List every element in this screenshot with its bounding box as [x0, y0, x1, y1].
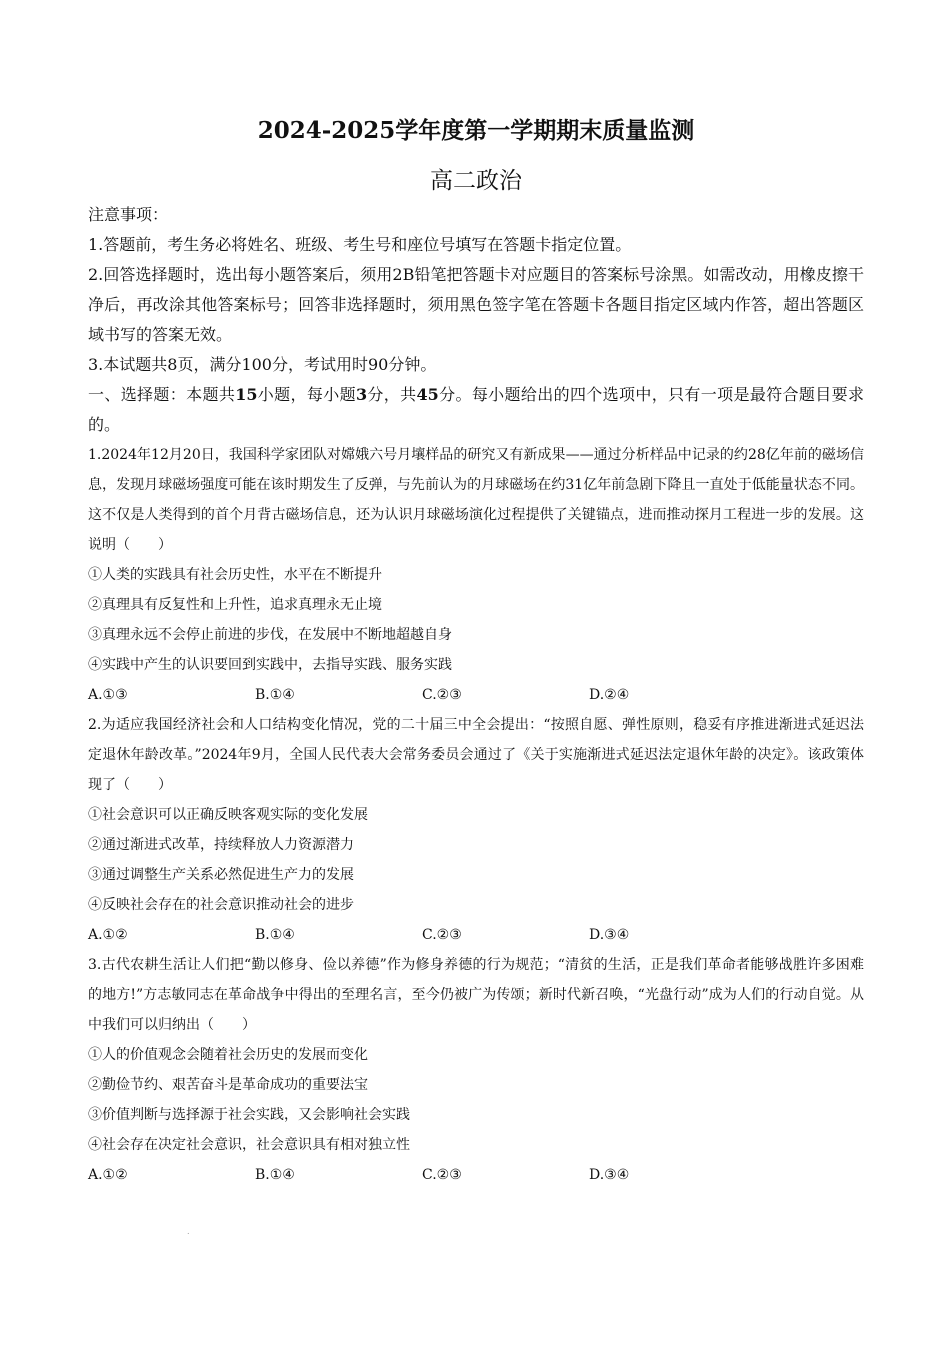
- question-stem: 2.为适应我国经济社会和人口结构变化情况，党的二十届三中全会提出：“按照自愿、弹性原则，稳妥有序推进渐进式延迟法定退休年龄改革。”2024年9月，全国人民代表大会常务委员会通过了《关于实施渐进式延迟法定退休年龄的决定》。该政策体现了（ ）: [88, 717, 864, 793]
- answer-choices: [88, 680, 864, 710]
- question-1: [88, 440, 864, 710]
- option-statement: ④反映社会存在的社会意识推动社会的进步: [88, 897, 354, 913]
- section-intro-text: 一、选择题：本题共: [88, 385, 236, 404]
- question-2: [88, 710, 864, 950]
- choice-d: D.③④: [589, 1167, 630, 1183]
- notice-item-1: 1.答题前，考生务必将姓名、班级、考生号和座位号填写在答题卡指定位置。: [88, 235, 632, 254]
- total-score: 45: [416, 385, 439, 404]
- choice-c: C.②③: [422, 687, 462, 703]
- section-intro: [88, 380, 864, 440]
- notice-heading: 注意事项：: [88, 205, 169, 224]
- scan-speck: .: [187, 1227, 190, 1236]
- section-intro-text: 小题，每小题: [257, 385, 356, 404]
- notice-item-2: 2.回答选择题时，选出每小题答案后，须用2B铅笔把答题卡对应题目的答案标号涂黑。如需改动，用橡皮擦干净后，再改涂其他答案标号；回答非选择题时，须用黑色签字笔在答题卡各题目指定区域内作答，超出答题区域书写的答案无效。: [88, 265, 864, 344]
- option-statement: ②真理具有反复性和上升性，追求真理永无止境: [88, 597, 382, 613]
- choice-a: A.①②: [88, 927, 128, 943]
- choice-a: A.①③: [88, 687, 128, 703]
- question-stem: 3.古代农耕生活让人们把“勤以修身、俭以养德”作为修身养德的行为规范；“清贫的生活，正是我们革命者能够战胜许多困难的地方!”方志敏同志在革命战争中得出的至理名言，至今仍被广为传颂；新时代新召唤，“光盘行动”成为人们的行动自觉。从中我们可以归纳出（ ）: [88, 957, 864, 1033]
- option-statement: ①人的价值观念会随着社会历史的发展而变化: [88, 1047, 368, 1063]
- question-score: 3: [355, 385, 368, 404]
- question-count: 15: [235, 385, 258, 404]
- option-statement: ①社会意识可以正确反映客观实际的变化发展: [88, 807, 368, 823]
- option-statement: ③通过调整生产关系必然促进生产力的发展: [88, 867, 354, 883]
- section-intro-text: 分。每小题给出的四个选项中，只有一项是最符合题目要求的。: [88, 385, 864, 434]
- notice-item-3: 3.本试题共8页，满分100分，考试用时90分钟。: [88, 355, 437, 374]
- option-statement: ③价值判断与选择源于社会实践，又会影响社会实践: [88, 1107, 410, 1123]
- choice-d: D.②④: [589, 687, 630, 703]
- question-stem: 1.2024年12月20日，我国科学家团队对嫦娥六号月壤样品的研究又有新成果——通过分析样品中记录的约28亿年前的磁场信息，发现月球磁场强度可能在该时期发生了反弹，与先前认为的月球磁场在约31亿年前急剧下降且一直处于低能量状态不同。这不仅是人类得到的首个月背古磁场信息，还为认识月球磁场演化过程提供了关键锚点，进而推动探月工程进一步的发展。这说明（ ）: [88, 447, 864, 553]
- answer-choices: [88, 920, 864, 950]
- choice-b: B.①④: [255, 927, 295, 943]
- choice-b: B.①④: [255, 687, 295, 703]
- exam-subject: 高二政治: [430, 168, 522, 194]
- section-intro-text: 分，共: [367, 385, 417, 404]
- exam-title: 2024-2025学年度第一学期期末质量监测: [257, 117, 695, 144]
- answer-choices: [88, 1160, 864, 1190]
- option-statement: ④社会存在决定社会意识，社会意识具有相对独立性: [88, 1137, 410, 1153]
- option-statement: ③真理永远不会停止前进的步伐，在发展中不断地超越自身: [88, 627, 452, 643]
- notice-block: [88, 200, 864, 380]
- option-statement: ②勤俭节约、艰苦奋斗是革命成功的重要法宝: [88, 1077, 368, 1093]
- option-statement: ④实践中产生的认识要回到实践中，去指导实践、服务实践: [88, 657, 452, 673]
- choice-c: C.②③: [422, 927, 462, 943]
- option-statement: ②通过渐进式改革，持续释放人力资源潜力: [88, 837, 354, 853]
- choice-c: C.②③: [422, 1167, 462, 1183]
- choice-a: A.①②: [88, 1167, 128, 1183]
- option-statement: ①人类的实践具有社会历史性，水平在不断提升: [88, 567, 382, 583]
- choice-d: D.③④: [589, 927, 630, 943]
- question-3: [88, 950, 864, 1190]
- choice-b: B.①④: [255, 1167, 295, 1183]
